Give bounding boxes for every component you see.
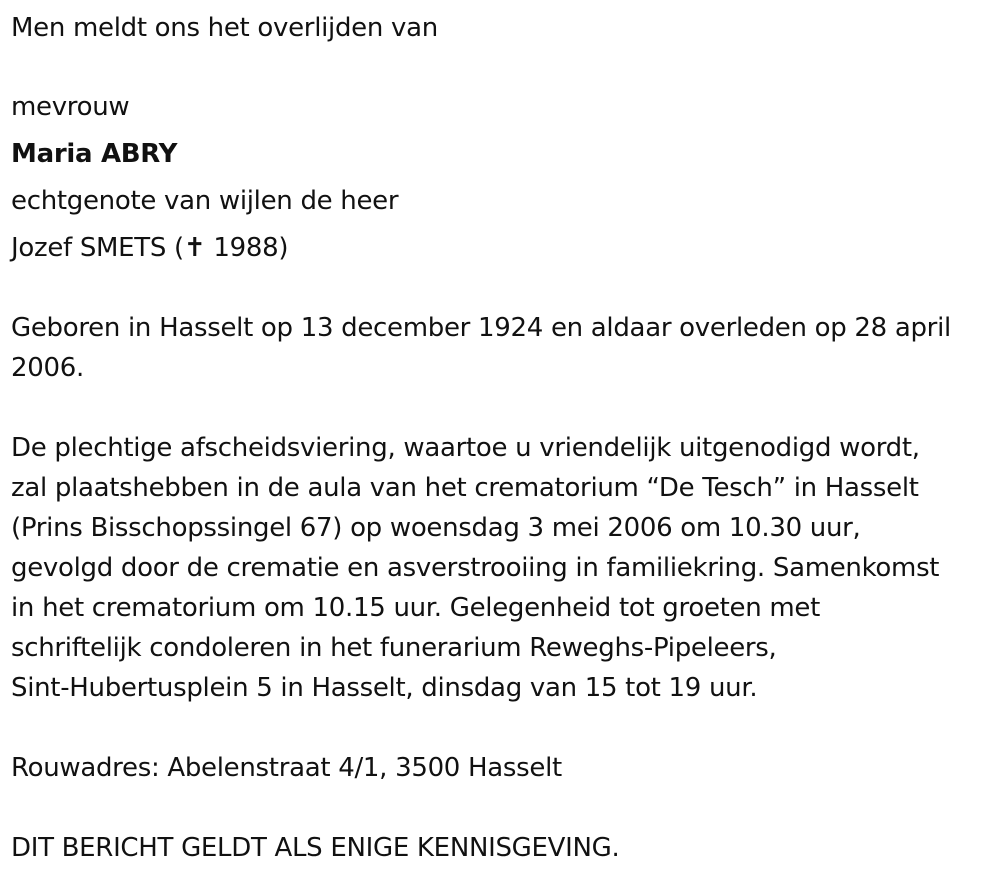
ceremony-line: Sint-Hubertusplein 5 in Hasselt, dinsdag van 15 tot 19 uur. xyxy=(11,673,758,703)
ceremony-line: schriftelijk condoleren in het funerarium Reweghs-Pipeleers, xyxy=(11,633,777,663)
mourning-address: Rouwadres: Abelenstraat 4/1, 3500 Hasselt xyxy=(11,753,562,783)
closing-statement: DIT BERICHT GELDT ALS ENIGE KENNISGEVING. xyxy=(11,833,620,863)
spouse-name: Jozef SMETS (✝ 1988) xyxy=(11,233,289,263)
honorific: mevrouw xyxy=(11,92,130,122)
ceremony-line: in het crematorium om 10.15 uur. Gelegenheid tot groeten met xyxy=(11,593,820,623)
ceremony-line: De plechtige afscheidsviering, waartoe u vriendelijk uitgenodigd wordt, xyxy=(11,433,920,463)
relation-text: echtgenote van wijlen de heer xyxy=(11,186,399,216)
ceremony-line: zal plaatshebben in de aula van het crematorium “De Tesch” in Hasselt xyxy=(11,473,919,503)
intro-text: Men meldt ons het overlijden van xyxy=(11,13,438,43)
ceremony-line: gevolgd door de crematie en asverstrooiing in familiekring. Samenkomst xyxy=(11,553,940,583)
ceremony-line: (Prins Bisschopssingel 67) op woensdag 3 mei 2006 om 10.30 uur, xyxy=(11,513,861,543)
birth-death-paragraph: Geboren in Hasselt op 13 december 1924 en aldaar overleden op 28 april 2006. xyxy=(11,313,951,383)
death-notice xyxy=(11,8,996,868)
deceased-name: Maria ABRY xyxy=(11,139,178,169)
ceremony-paragraph xyxy=(11,428,996,708)
